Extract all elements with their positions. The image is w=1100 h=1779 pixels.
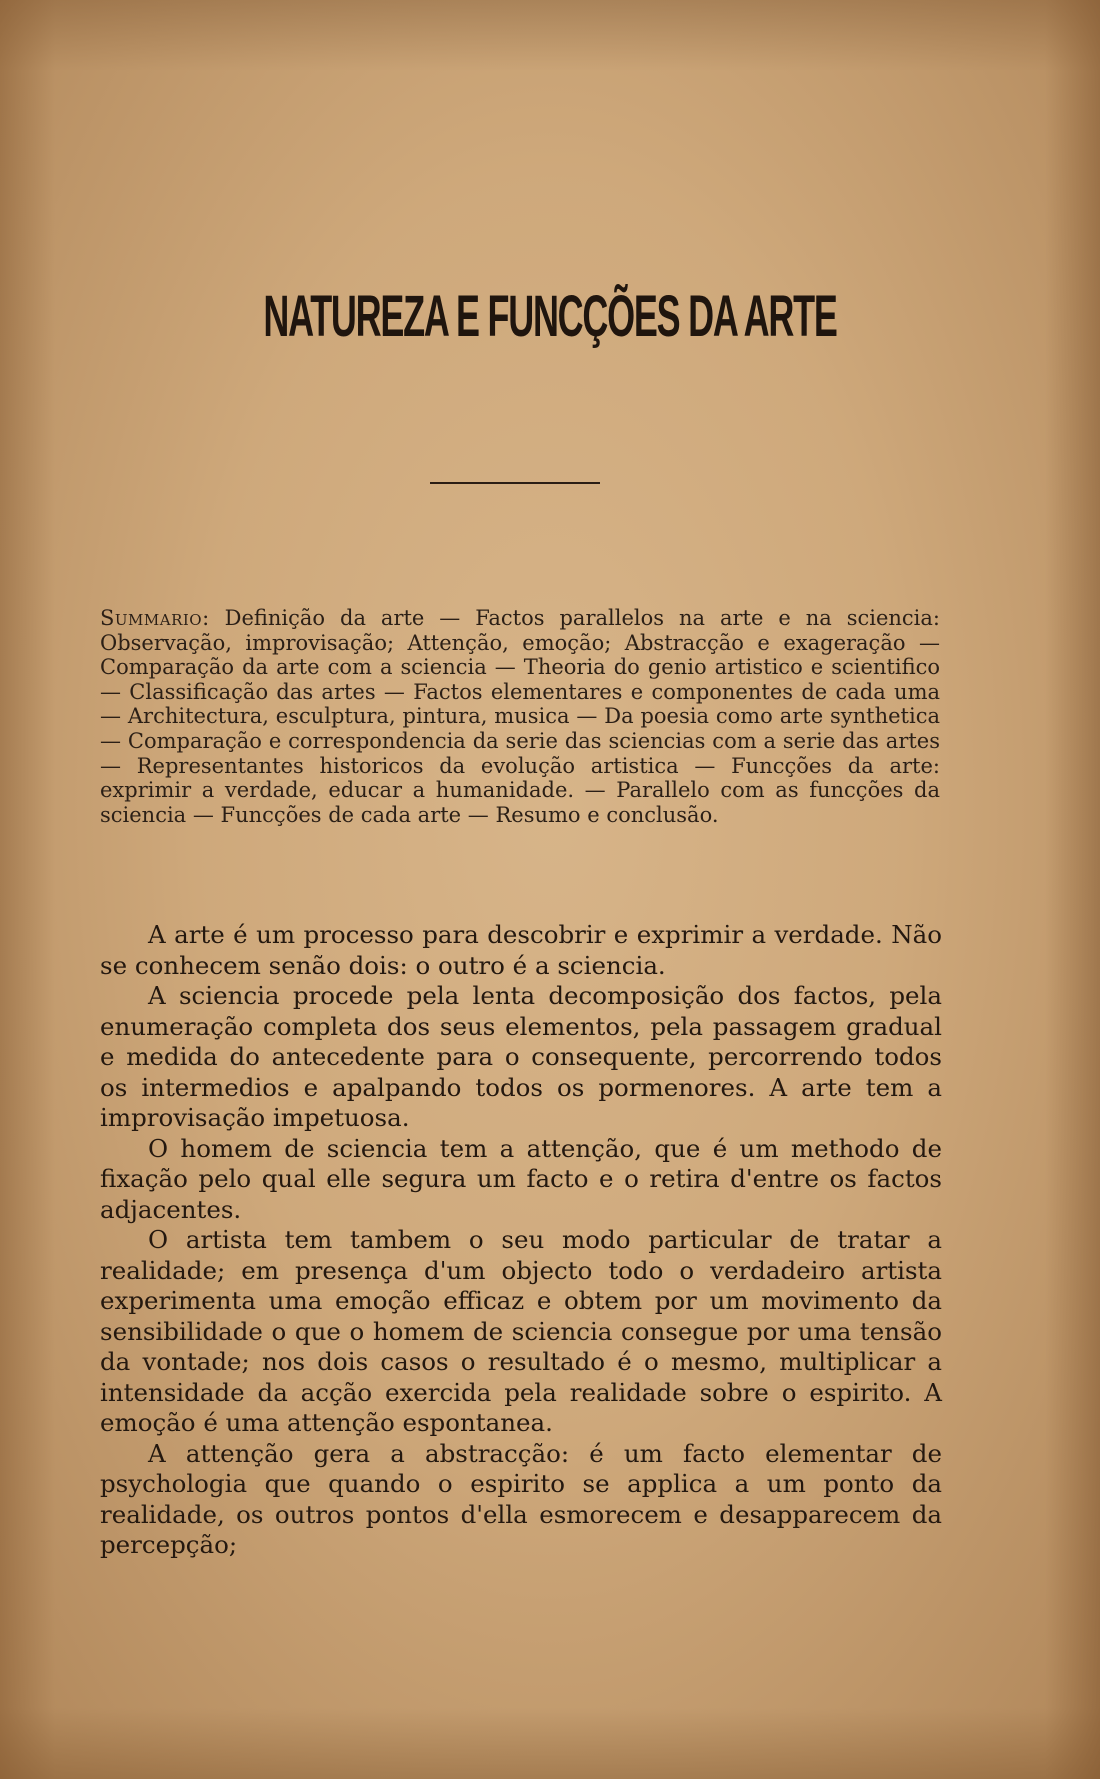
summary-lead: Summario: <box>100 606 210 630</box>
chapter-summary <box>100 606 940 827</box>
chapter-title: NATUREZA E FUNCÇÕES DA ARTE <box>263 284 837 349</box>
body-text <box>100 920 942 1561</box>
paragraph: A arte é um processo para descobrir e exprimir a verdade. Não se conhecem senão dois: o outro é a sciencia. <box>100 920 942 980</box>
paragraph: O artista tem tambem o seu modo particular de tratar a realidade; em presença d'um objecto todo o verdadeiro artista experimenta uma emoção efficaz e obtem por um movimento da sensibilidade o que o homem de sciencia consegue por uma tensão da vontade; nos dois casos o resultado é o mesmo, multiplicar a intensidade da acção exercida pela realidade sobre o espirito. A emoção é uma attenção espontanea. <box>100 1225 942 1437</box>
paragraph: A attenção gera a abstracção: é um facto elementar de psychologia que quando o espirito se applica a um ponto da realidade, os outros pontos d'ella esmorecem e desapparecem da percepção; <box>100 1438 942 1559</box>
paragraph: A sciencia procede pela lenta decomposição dos factos, pela enumeração completa dos seus elementos, pela passagem gradual e medida do antecedente para o consequente, percorrendo todos os intermedios e apalpando todos os pormenores. A arte tem a improvisação impetuosa. <box>100 981 942 1132</box>
paragraph: O homem de sciencia tem a attenção, que é um methodo de fixação pelo qual elle segura um facto e o retira d'entre os factos adjacentes. <box>100 1133 942 1224</box>
summary-text: Definição da arte — Factos parallelos na arte e na sciencia: Observação, improvisação; Attenção, emoção; Abstracção e exageração — Comparação da arte com a sciencia — Theoria do genio artistico e scientifico — Classificação das artes — Factos elementares e componentes de cada uma — Architectura, esculptura, pintura, musica — Da poesia como arte synthetica — Comparação e correspondencia da serie das sciencias com a serie das artes — Representantes historicos da evolução artistica — Funcções da arte: exprimir a verdade, educar a humanidade. — Parallelo com as funcções da sciencia — Funcções de cada arte — Resumo e conclusão. <box>100 606 940 827</box>
title-divider <box>430 482 600 484</box>
